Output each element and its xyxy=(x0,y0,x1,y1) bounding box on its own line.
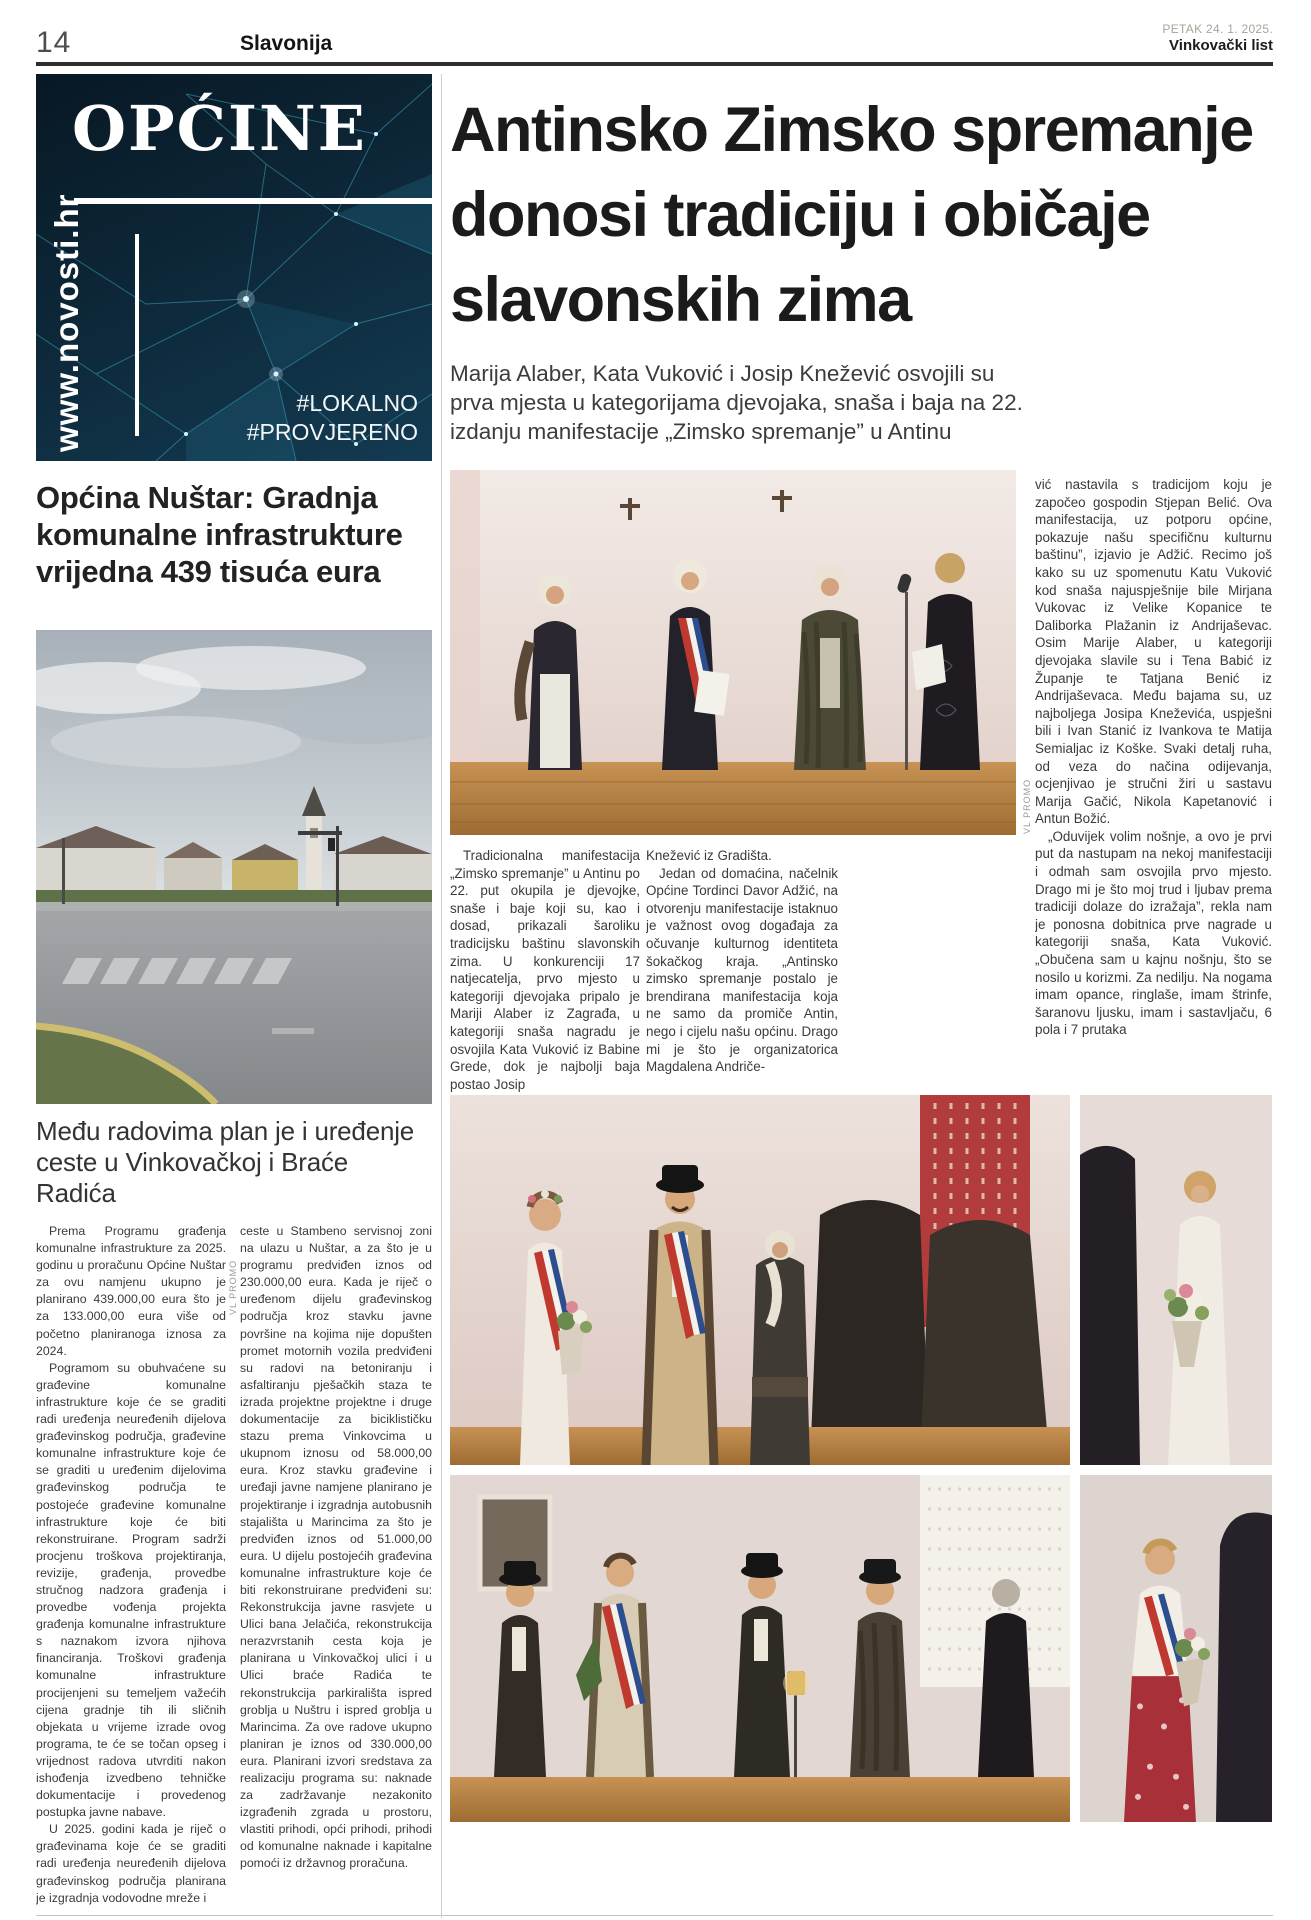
group-stage-photo xyxy=(450,1475,1070,1822)
left-column xyxy=(36,74,432,1920)
paragraph: ceste u Stambeno servisnoj zoni na ulazu u Nuštar, a za što je u programu predviđen iznos od 230.000,00 eura. Kada je riječ o uređenom dijelu građevinskog područja kroz stavku javne površine na kojima nije dopušten promet motornih vozila predviđeni su radovi na betoniranju i asfaltiranju pješačkih staza te izrada projektne projektne i druge dokumentacije za biciklističku stazu prema Vinkovcima u ukupnom iznosu od 58.000,00 eura. Kroz stavku građevine i uređaji javne namjene planirano je projektiranje i izgradnja autobusnih stajališta u Marincima za što je predviđen iznos od 51.000,00 eura. U dijelu postojećih građevina komunalne infrastrukture koje će biti rekonstruirane predviđeni su: Rekonstrukcija javne rasvjete u Ulici bana Jelačića, rekonstrukcija nerazvrstanih cesta koja je planirana u Vinkovačkoj ulici i u Ulici braće Radića te rekonstrukcija parkirališta ispred groblja u Nuštru i ispred groblja u Marincima. Za ove radove ukupno planiran je iznos od 330.000,00 eura. Planirani izvori sredstava za realizaciju programa su: naknade za zadržavanje nezakonito izgrađenih zgrada u prostoru, vlastiti prihodi, opći prihodi, prihodi od komunalne naknade i kapitalne pomoći iz državnog proračuna. xyxy=(240,1224,432,1871)
right-article xyxy=(450,74,1273,1920)
left-article-headline: Općina Nuštar: Gradnja komunalne infrastrukture vrijedna 439 tisuća eura xyxy=(36,480,403,589)
left-article-subhead: Među radovima plan je i uređenje ceste u Vinkovačkoj i Braće Radića xyxy=(36,1116,415,1208)
promo-title-underline xyxy=(74,198,432,204)
award-winners-photo xyxy=(450,1095,1070,1465)
promo-vertical-line xyxy=(135,234,139,436)
street-intersection-photo xyxy=(36,630,432,1104)
page-bottom-rule xyxy=(36,1915,1273,1916)
paragraph: Prema Programu građenja komunalne infrastrukture za 2025. godinu u proračunu Općine Nuštar za ovu namjenu ukupno je planirano 439.000,00 eura što je za 133.000,00 eura više od početno planiranoga iznosa za 2024. xyxy=(36,1224,226,1358)
column-divider xyxy=(441,74,442,1918)
paragraph: U 2025. godini kada je riječ o građevinama koje će se graditi radi uređenja neuređenih dijelova građevinskog područja planirana je izgradnja vodovodne mreže i xyxy=(36,1822,226,1905)
right-article-column-1 xyxy=(450,847,640,1093)
right-article-headline: Antinsko Zimsko spremanje donosi tradiciju i običaje slavonskih zima xyxy=(450,95,1253,335)
publication-name: Vinkovački list xyxy=(1169,37,1273,54)
right-article-layout xyxy=(450,470,1273,1822)
paragraph: Tradicionalna manifestacija „Zimsko spremanje” u Antinu po 22. put okupila je djevojke, snaše i baje koji su, kao i dosad, prikazali šaroliku tradicijsku baštinu slavonskih zima. U konkurenciji 17 natjecatelja, prvo mjesto u kategoriji djevojaka pripalo je Mariji Alaber iz Zagrađa, u kategoriji snaša nagradu je osvojila Kata Vuković iz Babine Grede, dok je najbolji baja postao Josip xyxy=(450,848,640,1092)
promo-website: www.novosti.hr xyxy=(48,193,85,452)
issue-date: PETAK 24. 1. 2025. xyxy=(1162,22,1273,36)
right-article-deck: Marija Alaber, Kata Vuković i Josip Knežević osvojili su prva mjesta u kategorijama djevojaka, snaša i baja na 22. izdanju manifestacije „Zimsko spremanje” u Antinu xyxy=(450,361,1023,444)
opcine-promo-box xyxy=(36,74,432,461)
right-article-column-3 xyxy=(1035,476,1272,1096)
left-article-body xyxy=(36,1223,432,1920)
masthead-rule xyxy=(36,62,1273,66)
paragraph: vić nastavila s tradicijom koju je započeo gospodin Stjepan Belić. Ova manifestacija, uz potporu općine, pokazuje našu specifičnu kulturnu baštinu”, izjavio je Adžić. Recimo još kako su uz spomenutu Katu Vuković kod snaša najuspješnije bile Mirjana Vukovac iz Velike Kopanice te Daliborka Plažanin iz Andrijaševac. Osim Marije Alaber, u kategoriji djevojaka slavile su i Tena Babić iz Županje te Tatjana Benić iz Andrijaševaca. Među bajama su, uz najboljega Josipa Kneževića, uspješni bili i Ivan Stanić iz Ivankova te Matija Semialjac iz Koške. Svaki detalj ruha, od veza do načina odijevanja, ocjenjivao je stručni žiri u sastavu Marija Gačić, Nikola Kapetanović i Antun Božić. xyxy=(1035,477,1272,827)
winner-bouquet-photo xyxy=(1080,1095,1272,1465)
paragraph: „Oduvijek volim nošnje, a ovo je prvi put da nastupam na nekoj manifestaciji i odmah sam osvojila prvo mjesto. Drago mi je što moj trud i ljubav prema tradiciji dolaze do izražaja”, rekla nam je ponosna dobitnica prve nagrade u kategoriji snaša, Kata Vuković. „Obučena sam u kajnu nošnju, što se nosilo u korizmi. Za nedilju. Na nogama imam opance, ringlaše, imam štrinfe, šaranovu ljusku, imam i sastavljaču, 6 pola i 7 prutaka xyxy=(1035,828,1272,1038)
masthead xyxy=(36,0,1273,62)
paragraph: Pogramom su obuhvaćene su građevine komunalne infrastrukture koje će se graditi radi uređenja neuređenih dijelova građevinskog područja, građevine komunalne infrastrukture koje će se graditi u uređenim dijelovima građevinskog područja te postojeće građevine komunalne infrastrukture koje će biti rekonstruirane. Program sadrži procjenu troškova projektiranja, revizije, građenja, provedbe stručnog nadzora građenja i provedbe vođenja projekta građenja komunalne infrastrukture s naznakom izvora njihova financiranja. Troškovi građenja komunalne infrastrukture procijenjeni su temeljem važećih cijena gradnje tih ili sličnih objekata u vrijeme izrade ovog programa, te će se točan opseg i vrijednost radova utvrditi nakon ishođenja izvedbeno tehničke dokumentacije i provedenog postupka javne nabave. xyxy=(36,1360,226,1820)
section-name: Slavonija xyxy=(240,32,333,55)
promo-title: OPĆINE xyxy=(72,92,367,165)
promo-hashtags xyxy=(247,389,418,447)
paragraph: Knežević iz Gradišta. xyxy=(646,848,772,863)
winners-stage-photo xyxy=(450,470,1016,835)
masthead-right xyxy=(1162,22,1273,54)
hashtag-lokalno: #LOKALNO xyxy=(296,390,418,416)
photo-credit: VL PROMO xyxy=(1022,778,1032,834)
winner-sash-photo xyxy=(1080,1475,1272,1822)
photo-credit: VL PROMO xyxy=(228,1259,238,1315)
left-article-column-1 xyxy=(36,1223,226,1920)
page-number: 14 xyxy=(36,26,72,59)
left-article-column-2 xyxy=(240,1223,432,1920)
hashtag-provjereno: #PROVJERENO xyxy=(246,419,418,445)
paragraph: Jedan od domaćina, načelnik Općine Tordinci Davor Adžić, na otvorenju manifestacije istaknuo je važnost ovog događaja za očuvanje kulturnog identiteta šokačkog kraja. „Antinsko zimsko spremanje postalo je brendirana manifestacija koja ne samo da promiče Antin, nego i cijelu našu općinu. Drago mi je što je organizatorica Magdalena Andriče- xyxy=(646,865,838,1075)
right-article-column-2 xyxy=(646,847,838,1093)
